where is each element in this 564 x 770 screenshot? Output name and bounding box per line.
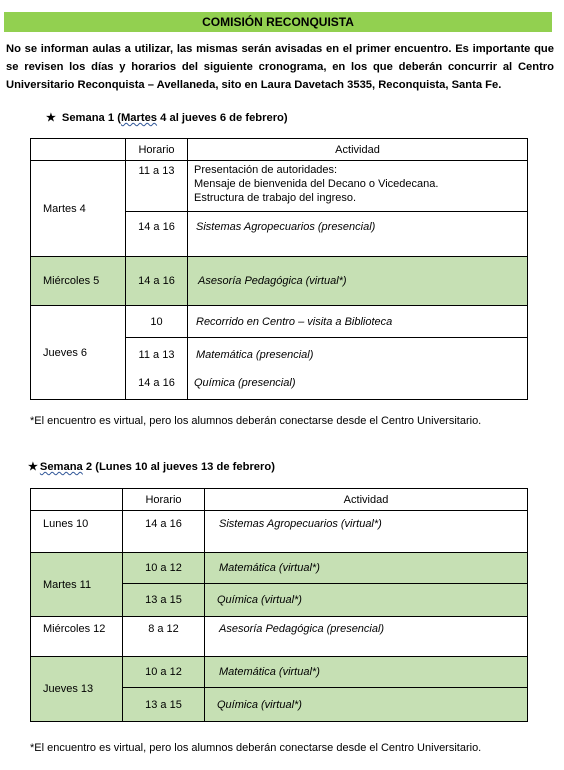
week1-table: [30, 138, 528, 400]
week2-heading: [28, 460, 275, 473]
time-cell: 11 a 13: [138, 348, 175, 361]
week1-header-horario: Horario: [126, 139, 188, 161]
activity-cell: [188, 161, 528, 212]
time-cell: 8 a 12: [123, 617, 205, 657]
day-cell: Lunes 10: [31, 511, 123, 553]
activity-line: Mensaje de bienvenida del Decano o Vicedecana.: [194, 178, 439, 190]
week2-table: [30, 488, 528, 722]
table-row: [31, 553, 528, 584]
week2-header-actividad: Actividad: [205, 489, 528, 511]
star-icon: ★: [28, 461, 38, 473]
time-cell: 10: [126, 306, 188, 338]
week1-heading-squig: Martes: [120, 112, 158, 124]
time-cell: 14 a 16: [123, 511, 205, 553]
activity-cell: Asesoría Pedagógica (presencial): [205, 617, 528, 657]
activity-cell: Química (virtual*): [205, 688, 528, 722]
table-row: [31, 257, 528, 306]
activity-cell: Matemática (virtual*): [205, 657, 528, 688]
time-cell: 10 a 12: [123, 657, 205, 688]
time-cell: 13 a 15: [123, 688, 205, 722]
week1-header-actividad: Actividad: [188, 139, 528, 161]
activity-cell: Asesoría Pedagógica (virtual*): [188, 257, 528, 306]
activity-cell: Sistemas Agropecuarios (presencial): [188, 212, 528, 257]
week1-header-day: [31, 139, 126, 161]
activity-cell: Matemática (presencial): [196, 348, 314, 361]
week2-header-row: [31, 489, 528, 511]
time-cell: 11 a 13: [126, 161, 188, 212]
week2-footnote: *El encuentro es virtual, pero los alumnos deberán conectarse desde el Centro Universitario.: [30, 742, 482, 754]
intro-paragraph: No se informan aulas a utilizar, las mismas serán avisadas en el primer encuentro. Es importante que se revisen los días y horarios del siguiente cronograma, en los que deberán concurrir al Centro Universitario Reconquista – Avellaneda, sito en Laura Davetach 3535, Reconquista, Santa Fe.: [6, 43, 554, 91]
activity-cell: Sistemas Agropecuarios (virtual*): [205, 511, 528, 553]
time-cell: 13 a 15: [123, 584, 205, 617]
week1-footnote: *El encuentro es virtual, pero los alumnos deberán conectarse desde el Centro Universitario.: [30, 415, 482, 427]
week1-heading-post: 4 al jueves 6 de febrero): [157, 112, 288, 124]
table-row: [31, 161, 528, 212]
week1-heading: [46, 111, 288, 124]
activity-cell: Recorrido en Centro – visita a Biblioteca: [188, 306, 528, 338]
day-cell: Jueves 6: [31, 306, 126, 400]
time-cell: 14 a 16: [126, 212, 188, 257]
activity-cell: Matemática (virtual*): [205, 553, 528, 584]
week2-heading-squig: Semana: [39, 461, 83, 473]
activity-cell: Química (virtual*): [205, 584, 528, 617]
day-cell: Jueves 13: [31, 657, 123, 722]
week2-header-horario: Horario: [123, 489, 205, 511]
day-cell: Martes 11: [31, 553, 123, 617]
week2-header-day: [31, 489, 123, 511]
time-cell: 14 a 16: [138, 376, 175, 389]
week2-heading-post: 2 (Lunes 10 al jueves 13 de febrero): [82, 461, 275, 473]
table-row: [31, 306, 528, 338]
day-cell: Miércoles 5: [31, 257, 126, 306]
day-cell: Miércoles 12: [31, 617, 123, 657]
star-icon: ★: [46, 112, 56, 124]
week1-heading-pre: Semana 1 (: [61, 112, 121, 124]
day-cell: Martes 4: [31, 161, 126, 257]
activity-cell-stack: [188, 338, 528, 400]
week1-header-row: [31, 139, 528, 161]
activity-cell: Química (presencial): [194, 376, 296, 389]
page-title: COMISIÓN RECONQUISTA: [4, 12, 552, 32]
table-row: [31, 657, 528, 688]
table-row: [31, 511, 528, 553]
activity-line: Estructura de trabajo del ingreso.: [194, 192, 357, 204]
time-cell: 10 a 12: [123, 553, 205, 584]
table-row: [31, 617, 528, 657]
time-cell: 14 a 16: [126, 257, 188, 306]
time-cell-stack: [126, 338, 188, 400]
activity-line: Presentación de autoridades:: [194, 164, 338, 176]
